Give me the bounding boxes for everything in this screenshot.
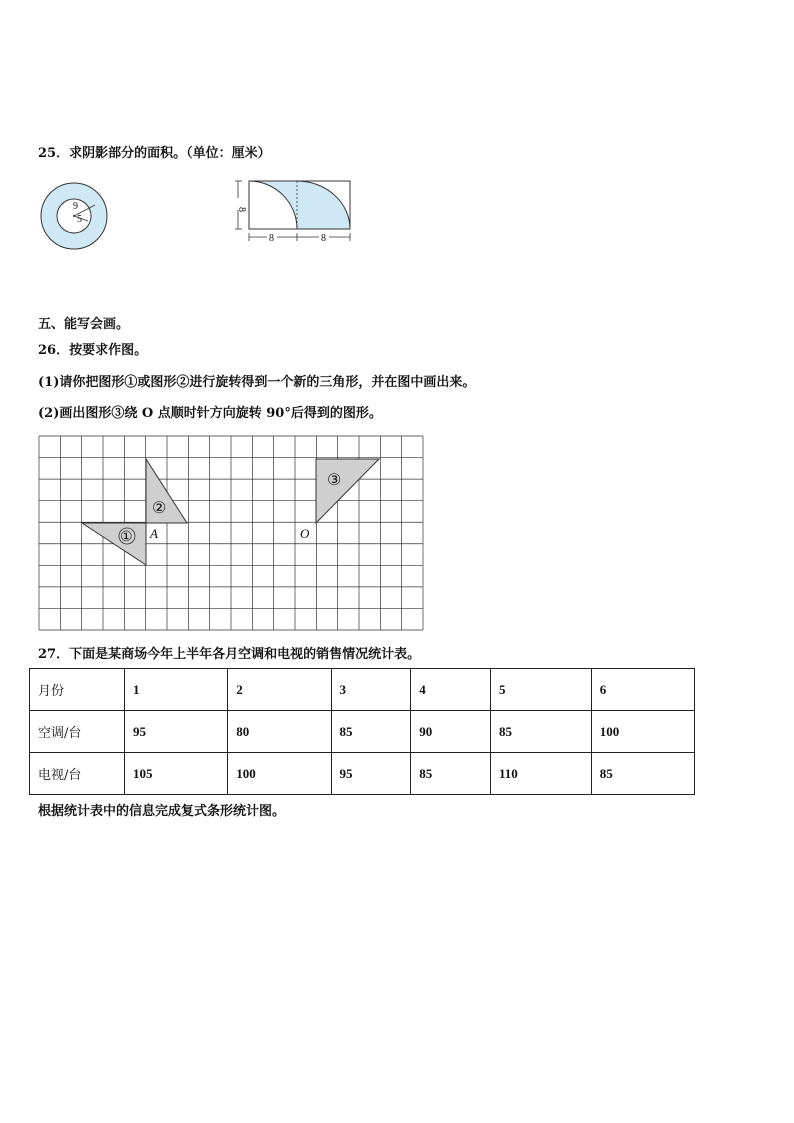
table-cell: 105 [125,753,228,795]
sales-table [29,668,695,795]
table-row [30,753,695,795]
table-cell: 电视/台 [30,753,125,795]
table-header-row [30,669,695,711]
table-cell: 85 [490,711,591,753]
shape-3-label: ③ [327,472,342,489]
q26-title: 26．按要求作图。 [38,343,148,358]
table-cell: 100 [228,753,331,795]
table-cell: 6 [591,669,694,711]
table-cell: 5 [490,669,591,711]
table-cell: 90 [411,711,491,753]
table-cell: 4 [411,669,491,711]
table-cell: 2 [228,669,331,711]
width-left-label: 8 [269,233,274,244]
q27-instruction: 根据统计表中的信息完成复式条形统计图。 [38,804,286,819]
table-cell: 110 [490,753,591,795]
table-cell: 100 [591,711,694,753]
q26-part1: (1)请你把图形①或图形②进行旋转得到一个新的三角形，并在图中画出来。 [38,375,476,390]
table-cell: 85 [331,711,411,753]
table-cell: 95 [331,753,411,795]
table-cell: 85 [591,753,694,795]
ring-outer-label: 9 [73,201,78,212]
width-right-label: 8 [321,233,326,244]
shape-3-triangle [316,459,379,523]
table-cell: 3 [331,669,411,711]
point-a-label: A [150,526,158,541]
section5-title: 五、能写会画。 [38,317,130,332]
table-cell: 空调/台 [30,711,125,753]
table-cell: 1 [125,669,228,711]
shape-2-label: ② [152,500,167,517]
grid-figure [38,435,424,631]
q26-part2: (2)画出图形③绕 O 点顺时针方向旋转 90°后得到的图形。 [38,406,382,421]
q25-title: 25．求阴影部分的面积。（单位：厘米） [38,146,271,161]
table-cell: 80 [228,711,331,753]
table-cell: 95 [125,711,228,753]
shaded-region [249,181,350,229]
shape-1-label: ① [120,530,133,545]
table-cell: 月份 [30,669,125,711]
q27-title: 27．下面是某商场今年上半年各月空调和电视的销售情况统计表。 [38,647,421,662]
table-row [30,711,695,753]
height-label: 8 [236,207,247,212]
ring-figure [34,179,114,259]
table-cell: 85 [411,753,491,795]
point-o-label: O [300,526,310,541]
ring-inner-label: 5 [77,214,82,225]
quarter-circle-figure [228,177,358,247]
